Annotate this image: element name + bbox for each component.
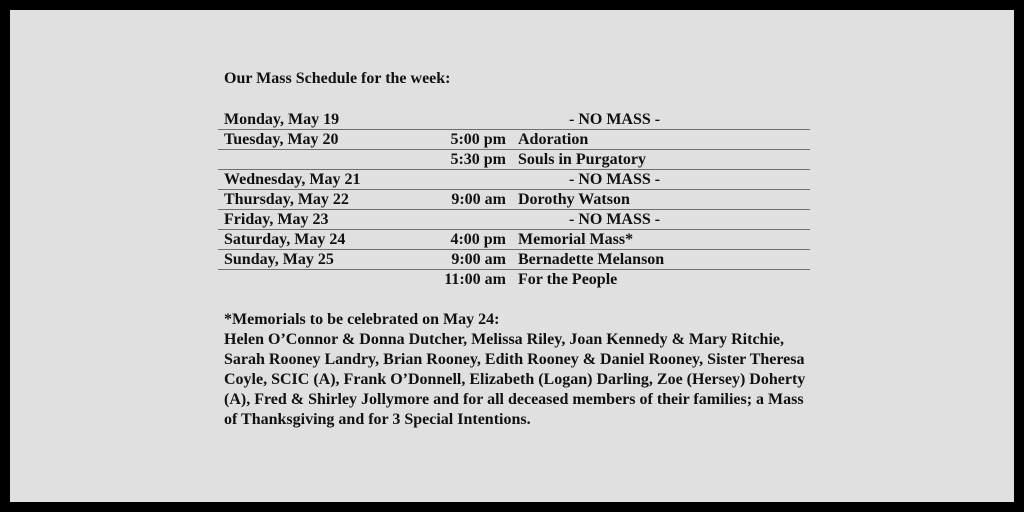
schedule-intention: Bernadette Melanson <box>518 251 665 268</box>
schedule-row-0 <box>218 110 810 130</box>
schedule-time: 9:00 am <box>451 251 506 268</box>
schedule-row-8 <box>218 270 810 289</box>
schedule-day: Monday, May 19 <box>224 111 340 128</box>
schedule-time: 11:00 am <box>444 271 506 288</box>
schedule-day: Wednesday, May 21 <box>224 171 361 188</box>
memorials-title: *Memorials to be celebrated on May 24: <box>224 311 500 328</box>
schedule-row-2 <box>218 150 810 170</box>
schedule-row-6 <box>218 230 810 250</box>
schedule-day: Thursday, May 22 <box>224 191 349 208</box>
mass-schedule-table <box>218 110 810 289</box>
no-mass-label: - NO MASS - <box>569 211 661 228</box>
bulletin-page <box>10 10 1014 502</box>
schedule-day: Sunday, May 25 <box>224 251 334 268</box>
schedule-day: Friday, May 23 <box>224 211 329 228</box>
no-mass-label: - NO MASS - <box>569 171 661 188</box>
schedule-intention: Memorial Mass* <box>518 231 634 248</box>
schedule-intention: Adoration <box>518 131 589 148</box>
schedule-day: Saturday, May 24 <box>224 231 346 248</box>
memorials-text: Helen O’Connor & Donna Dutcher, Melissa Riley, Joan Kennedy & Mary Ritchie, Sarah Rooney Landry, Brian Rooney, Edith Rooney & Daniel Rooney, Sister Theresa Coyle, SCIC (A), Frank O’Donnell, Elizabeth (Logan) Darling, Zoe (Hersey) Doherty (A), Fred & Shirley Jollymore and for all deceased members of their families; a Mass of Thanksgiving and for 3 Special Intentions. <box>224 331 806 428</box>
schedule-time: 5:30 pm <box>450 151 506 168</box>
schedule-heading: Our Mass Schedule for the week: <box>224 70 451 87</box>
schedule-row-5 <box>218 210 810 230</box>
schedule-day: Tuesday, May 20 <box>224 131 339 148</box>
no-mass-label: - NO MASS - <box>569 111 661 128</box>
schedule-row-1 <box>218 130 810 150</box>
schedule-time: 5:00 pm <box>450 131 506 148</box>
schedule-time: 9:00 am <box>451 191 506 208</box>
schedule-row-7 <box>218 250 810 270</box>
memorials-section <box>224 310 809 430</box>
schedule-row-4 <box>218 190 810 210</box>
schedule-intention: Dorothy Watson <box>518 191 630 208</box>
schedule-row-3 <box>218 170 810 190</box>
schedule-time: 4:00 pm <box>450 231 506 248</box>
schedule-intention: For the People <box>518 271 618 288</box>
schedule-content <box>218 69 810 430</box>
schedule-intention: Souls in Purgatory <box>518 151 647 168</box>
